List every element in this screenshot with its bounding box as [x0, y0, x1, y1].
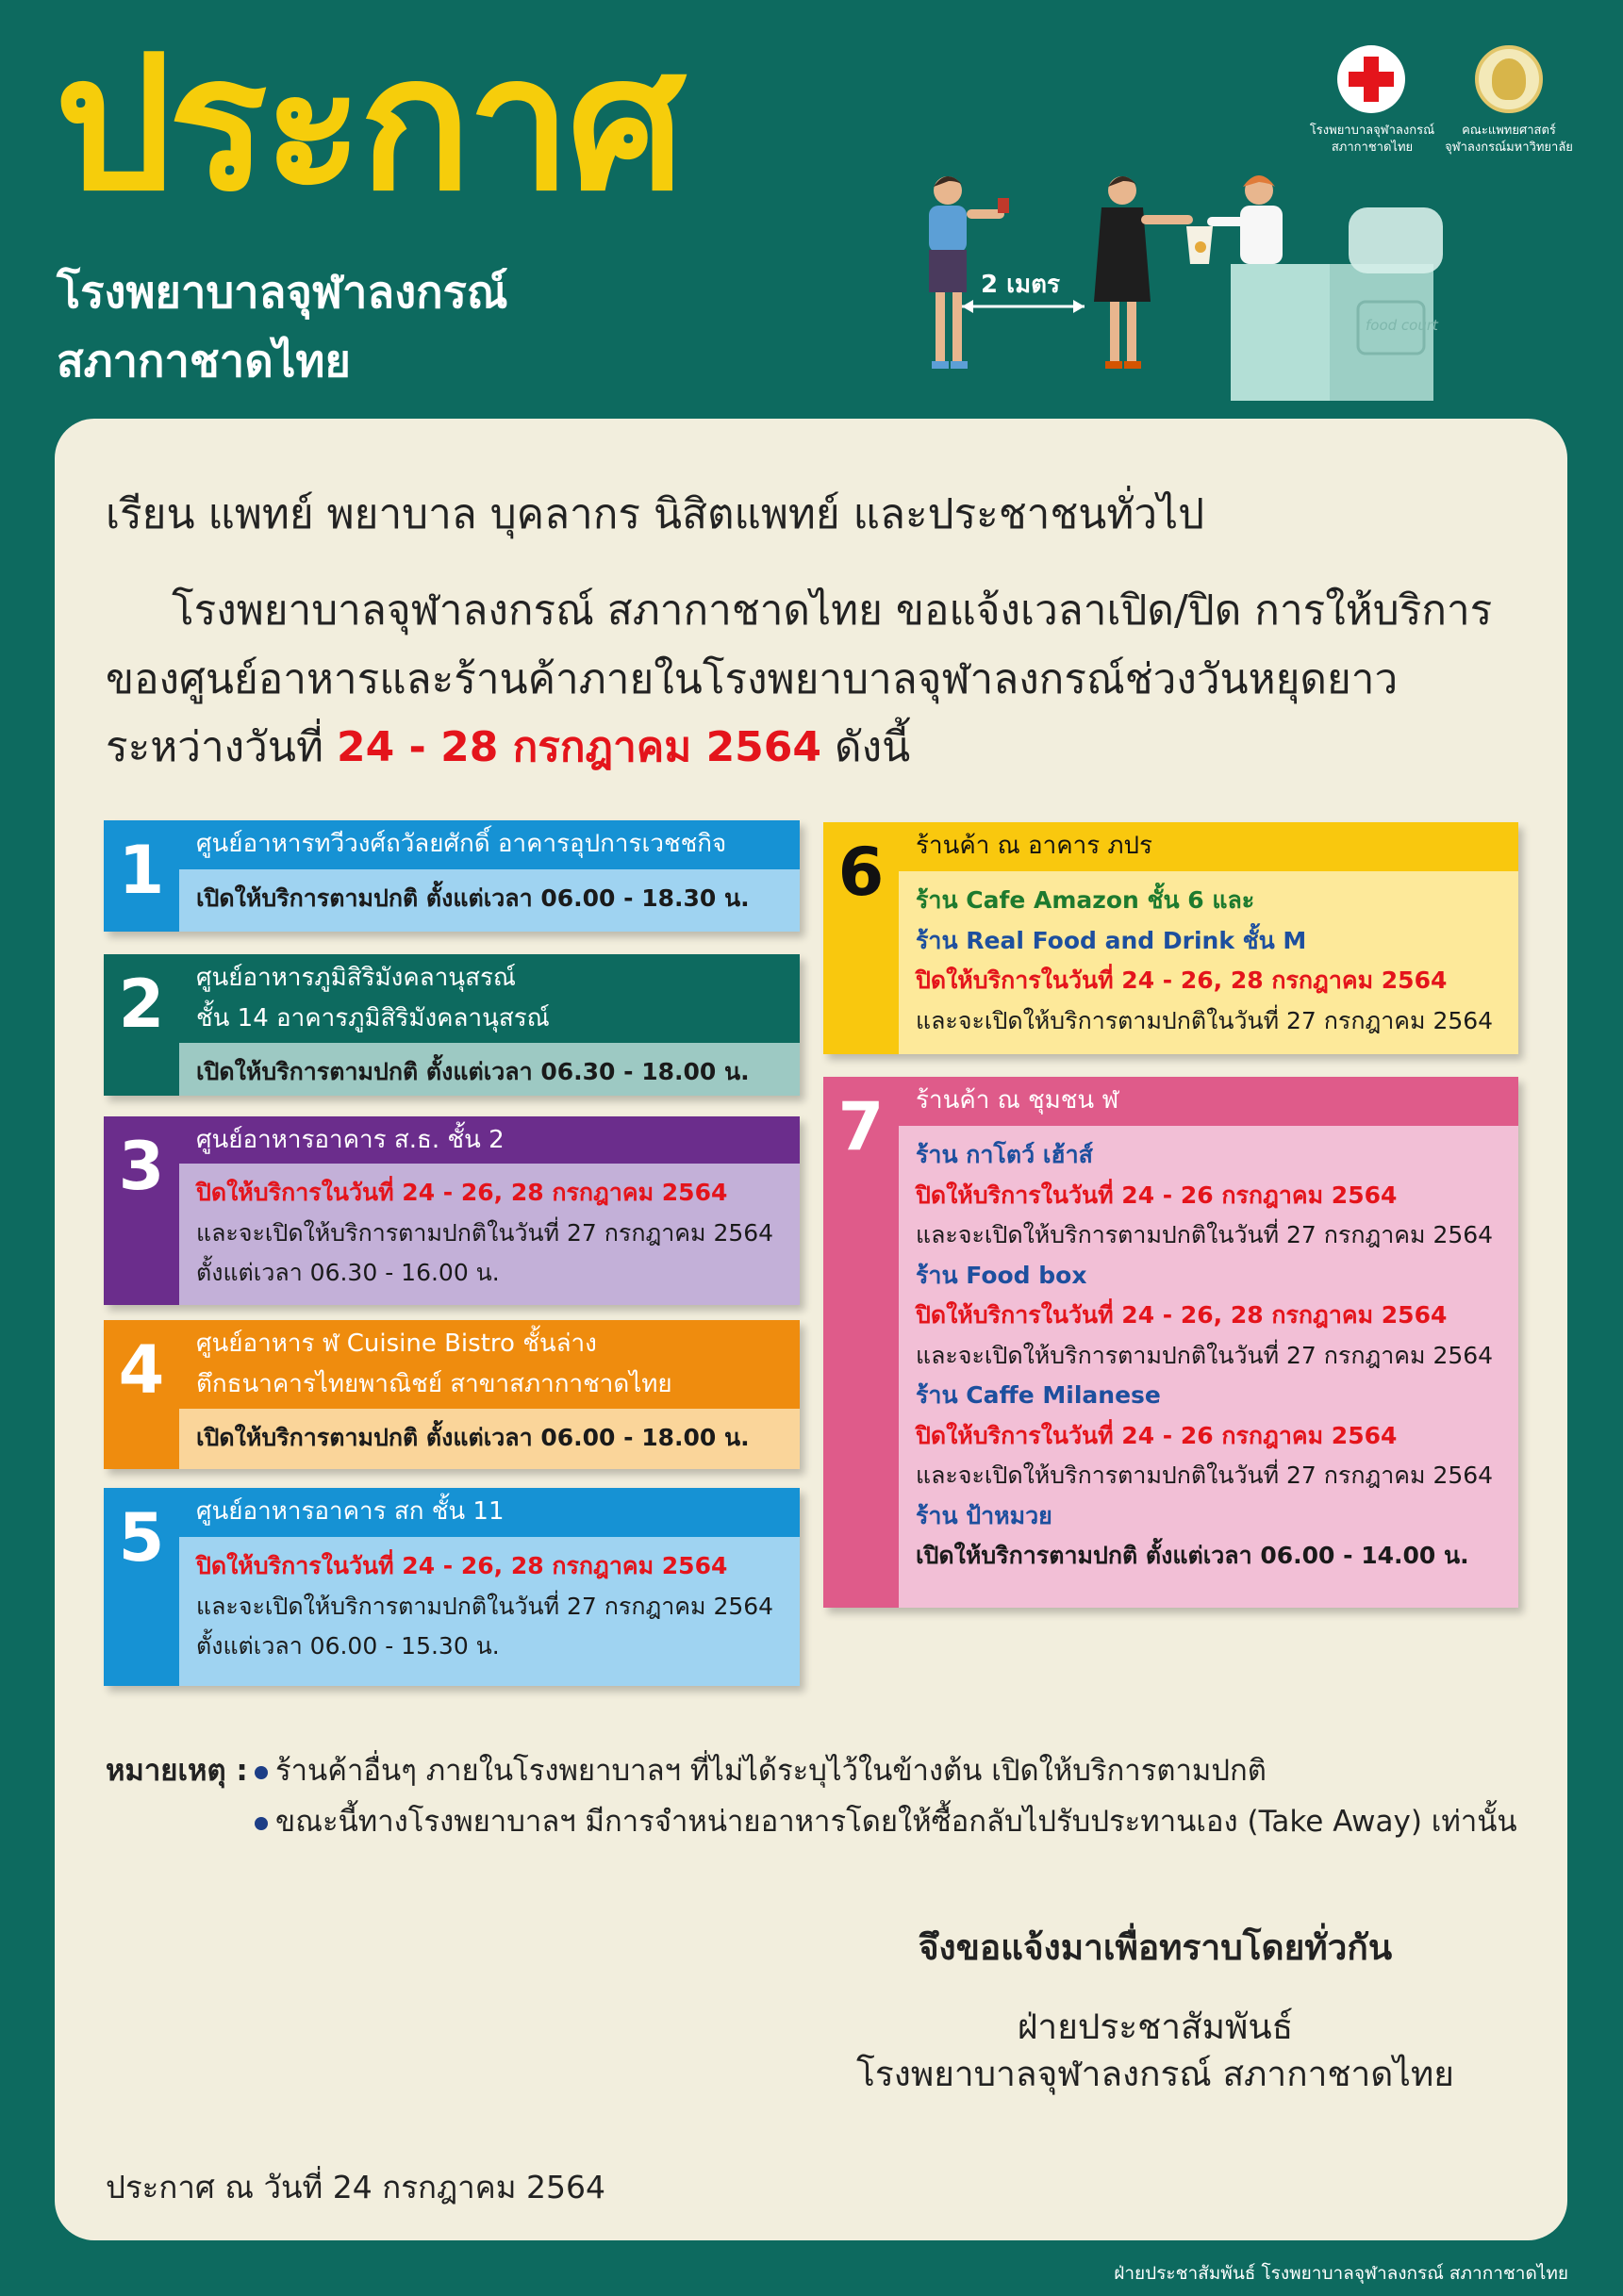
card-title-line: ศูนย์อาหารทวีวงศ์ถวัลยศักดิ์ อาคารอุปการเวชชกิจ: [196, 830, 727, 858]
card-title-line: ชั้น 14 อาคารภูมิสิริมังคลานุสรณ์: [196, 1003, 550, 1032]
card-title-line: ศูนย์อาหารอาคาร ส.ธ. ชั้น 2: [196, 1126, 505, 1154]
social-distancing-illustration: [886, 170, 1490, 401]
card-detail-line: เปิดให้บริการตามปกติ ตั้งแต่เวลา 06.00 - 14.00 น.: [916, 1542, 1469, 1569]
card-detail-line: ร้าน Cafe Amazon ชั้น 6 และ: [916, 886, 1255, 914]
remark-item-1: ร้านค้าอื่นๆ ภายในโรงพยาบาลฯ ที่ไม่ได้ระบุไว้ในข้างต้น เปิดให้บริการตามปกติ: [255, 1746, 1267, 1793]
card-detail-line: ร้าน กาโตว์ เฮ้าส์: [916, 1141, 1093, 1168]
card-number: 2: [104, 954, 179, 1096]
card-number: 1: [104, 820, 179, 932]
card-detail-line: ร้าน Real Food and Drink ชั้น M: [916, 926, 1307, 954]
card-body: [899, 1126, 1518, 1608]
card-body: [179, 1043, 800, 1096]
greeting: เรียน แพทย์ พยาบาล บุคลากร นิสิตแพทย์ และประชาชนทั่วไป: [106, 490, 1205, 538]
intro-line-3-suffix: ดังนี้: [835, 723, 911, 771]
card-title-line: ตึกธนาคารไทยพาณิชย์ สาขาสภากาชาดไทย: [196, 1369, 672, 1398]
remark-label: หมายเหตุ :: [106, 1754, 248, 1788]
signatory-department: ฝ่ายประชาสัมพันธ์: [1017, 2007, 1294, 2047]
venue-card-3: [104, 1116, 800, 1305]
remark-item-2: ขณะนี้ทางโรงพยาบาลฯ มีการจำหน่ายอาหารโดยให้ซื้อกลับไปรับประทานเอง (Take Away) เท่านั้น: [255, 1797, 1517, 1844]
card-body: [179, 1409, 800, 1469]
card-number: 7: [823, 1077, 899, 1608]
footer-credit: ฝ่ายประชาสัมพันธ์ โรงพยาบาลจุฬาลงกรณ์ สภากาชาดไทย: [1114, 2263, 1568, 2284]
card-detail-line: เปิดให้บริการตามปกติ ตั้งแต่เวลา 06.00 - 18.30 น.: [196, 884, 750, 912]
card-detail-line: ตั้งแต่เวลา 06.30 - 16.00 น.: [196, 1259, 500, 1286]
card-detail-line: และจะเปิดให้บริการตามปกติในวันที่ 27 กรกฎาคม 2564: [196, 1592, 774, 1620]
closing-statement: จึงขอแจ้งมาเพื่อทราบโดยทั่วกัน: [918, 1927, 1393, 1968]
card-number: 5: [104, 1488, 179, 1686]
card-body: [899, 871, 1518, 1054]
card-body: [179, 869, 800, 932]
venue-card-5: [104, 1488, 800, 1686]
card-header: [899, 822, 1518, 871]
logo2-caption: คณะแพทยศาสตร์ จุฬาลงกรณ์มหาวิทยาลัย: [1445, 124, 1573, 155]
card-detail-line: ปิดให้บริการในวันที่ 24 - 26 กรกฎาคม 2564: [916, 1421, 1398, 1449]
card-detail-line: ร้าน ป้าหมวย: [916, 1501, 1052, 1529]
intro-line-3-prefix: ระหว่างวันที่: [106, 723, 323, 771]
intro-line-3: [106, 714, 910, 780]
card-title-line: ศูนย์อาหารอาคาร สก ชั้น 11: [196, 1497, 505, 1526]
card-detail-line: ปิดให้บริการในวันที่ 24 - 26, 28 กรกฎาคม 2564: [916, 966, 1448, 994]
card-title-line: ศูนย์อาหารภูมิสิริมังคลานุสรณ์: [196, 964, 517, 992]
bullet-icon: [255, 1766, 268, 1779]
card-title-line: ร้านค้า ณ ชุมชน ฬ: [916, 1086, 1119, 1115]
card-header: [179, 954, 800, 1043]
distance-label: 2 เมตร: [981, 271, 1061, 299]
announcement-title: ประกาศ: [55, 17, 682, 232]
card-detail-line: ร้าน Food box: [916, 1261, 1087, 1289]
card-detail-line: ปิดให้บริการในวันที่ 24 - 26, 28 กรกฎาคม 2564: [916, 1301, 1448, 1329]
card-detail-line: และจะเปิดให้บริการตามปกติในวันที่ 27 กรกฎาคม 2564: [916, 1341, 1494, 1369]
card-header: [179, 820, 800, 869]
card-title-line: ศูนย์อาหาร ฬ Cuisine Bistro ชั้นล่าง: [196, 1330, 597, 1358]
card-detail-line: ปิดให้บริการในวันที่ 24 - 26, 28 กรกฎาคม 2564: [196, 1552, 728, 1579]
card-detail-line: ร้าน Caffe Milanese: [916, 1381, 1161, 1409]
signatory-organization: โรงพยาบาลจุฬาลงกรณ์ สภากาชาดไทย: [856, 2054, 1454, 2094]
card-body: [179, 1164, 800, 1305]
venue-card-6: [823, 822, 1518, 1054]
card-number: 4: [104, 1320, 179, 1469]
card-detail-line: และจะเปิดให้บริการตามปกติในวันที่ 27 กรกฎาคม 2564: [916, 1006, 1494, 1034]
card-detail-line: และจะเปิดให้บริการตามปกติในวันที่ 27 กรกฎาคม 2564: [196, 1218, 774, 1247]
bullet-icon: [255, 1817, 268, 1830]
card-detail-line: ปิดให้บริการในวันที่ 24 - 26 กรกฎาคม 2564: [916, 1181, 1398, 1209]
card-number: 6: [823, 822, 899, 1054]
holiday-date-range: 24 - 28 กรกฎาคม 2564: [336, 723, 822, 771]
food-court-sign: food court: [1366, 317, 1438, 334]
faculty-seal-icon: [1475, 45, 1543, 113]
card-body: [179, 1537, 800, 1686]
organization-name: สภากาชาดไทย: [57, 336, 351, 388]
card-header: [899, 1077, 1518, 1126]
logo1-caption: โรงพยาบาลจุฬาลงกรณ์ สภากาชาดไทย: [1309, 124, 1435, 155]
intro-line-1: โรงพยาบาลจุฬาลงกรณ์ สภากาชาดไทย ขอแจ้งเวลาเปิด/ปิด การให้บริการ: [172, 586, 1493, 635]
card-detail-line: และจะเปิดให้บริการตามปกติในวันที่ 27 กรกฎาคม 2564: [916, 1462, 1494, 1489]
card-header: [179, 1116, 800, 1164]
card-header: [179, 1488, 800, 1537]
venue-card-2: [104, 954, 800, 1096]
card-header: [179, 1320, 800, 1409]
card-number: 3: [104, 1116, 179, 1305]
venue-card-4: [104, 1320, 800, 1469]
card-detail-line: ตั้งแต่เวลา 06.00 - 15.30 น.: [196, 1632, 500, 1660]
card-detail-line: เปิดให้บริการตามปกติ ตั้งแต่เวลา 06.00 - 18.00 น.: [196, 1424, 750, 1451]
hospital-name: โรงพยาบาลจุฬาลงกรณ์: [57, 267, 508, 319]
card-detail-line: เปิดให้บริการตามปกติ ตั้งแต่เวลา 06.30 - 18.00 น.: [196, 1058, 750, 1085]
card-detail-line: และจะเปิดให้บริการตามปกติในวันที่ 27 กรกฎาคม 2564: [916, 1221, 1494, 1248]
red-cross-logo-icon: [1337, 45, 1405, 113]
intro-line-2: ของศูนย์อาหารและร้านค้าภายในโรงพยาบาลจุฬาลงกรณ์ช่วงวันหยุดยาว: [106, 655, 1399, 703]
card-detail-line: ปิดให้บริการในวันที่ 24 - 26, 28 กรกฎาคม 2564: [196, 1179, 728, 1206]
card-title-line: ร้านค้า ณ อาคาร ภปร: [916, 832, 1153, 860]
venue-card-1: [104, 820, 800, 932]
announcement-date: ประกาศ ณ วันที่ 24 กรกฎาคม 2564: [106, 2169, 605, 2205]
venue-card-7: [823, 1077, 1518, 1608]
